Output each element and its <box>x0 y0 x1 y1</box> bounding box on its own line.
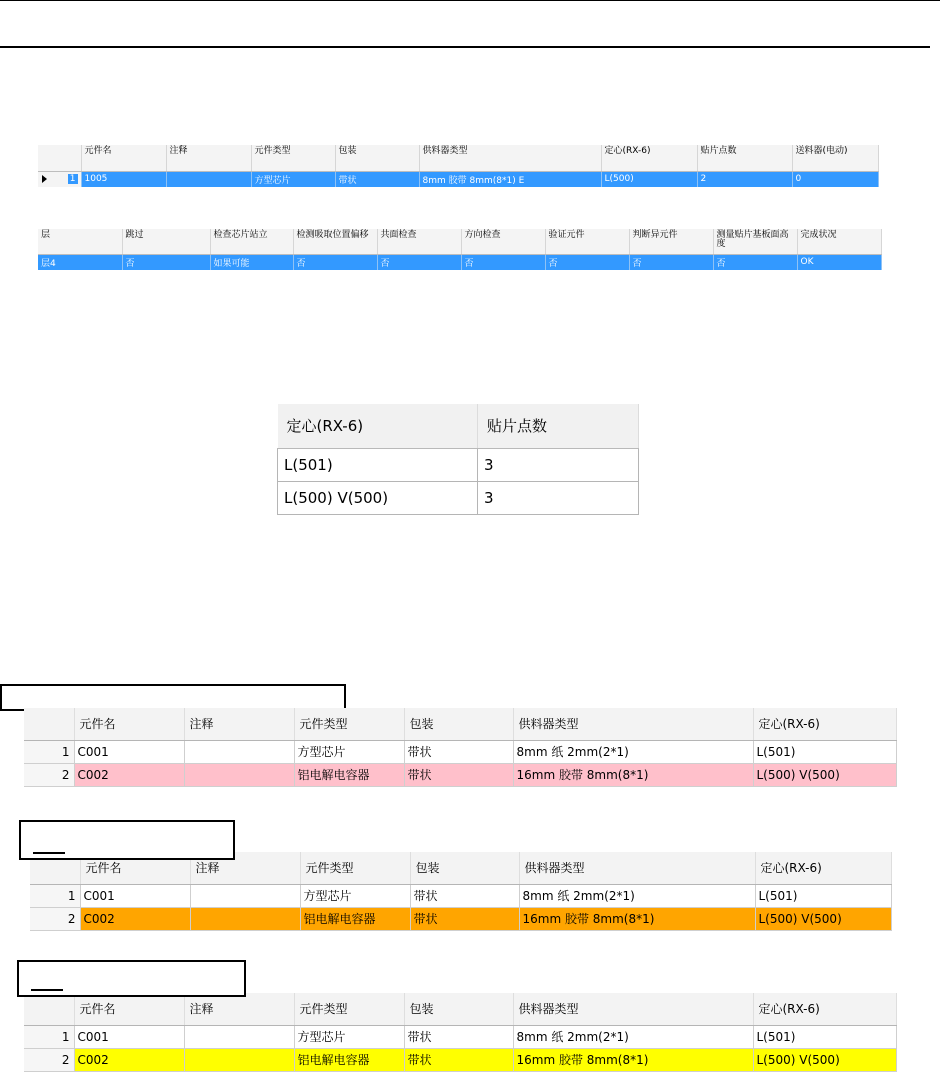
cell[interactable]: 带状 <box>404 1025 513 1048</box>
col-header[interactable]: 方向检查 <box>461 229 545 254</box>
col-header[interactable]: 供料器类型 <box>519 852 755 884</box>
col-header[interactable]: 包装 <box>335 145 419 171</box>
component-list-yellow <box>24 993 897 1072</box>
caption-underline <box>33 852 65 854</box>
col-header[interactable]: 送料器(电动) <box>792 145 878 171</box>
row-index[interactable]: 1 <box>24 740 74 763</box>
cell[interactable] <box>190 884 300 907</box>
col-header[interactable]: 检测吸取位置偏移 <box>293 229 377 254</box>
col-header[interactable]: 定心(RX-6) <box>753 993 896 1025</box>
table-row-selected[interactable] <box>38 254 881 270</box>
col-header-points[interactable]: 贴片点数 <box>478 404 639 448</box>
cell[interactable]: L(500) V(500) <box>753 1048 896 1071</box>
inspection-grid <box>38 229 882 270</box>
cell[interactable]: C001 <box>74 1025 184 1048</box>
cell[interactable]: L(501) <box>278 448 478 481</box>
cell[interactable]: 否 <box>122 254 210 270</box>
row-index[interactable]: 1 <box>24 1025 74 1048</box>
cell[interactable]: 方型芯片 <box>251 171 335 187</box>
col-header[interactable]: 层 <box>38 229 122 254</box>
col-header[interactable]: 测量贴片基板面高度 <box>713 229 797 254</box>
cell[interactable]: L(500) V(500) <box>755 907 891 930</box>
col-header[interactable]: 供料器类型 <box>513 993 753 1025</box>
cell[interactable]: 否 <box>629 254 713 270</box>
col-header[interactable]: 供料器类型 <box>513 708 753 740</box>
cell[interactable]: 铝电解电容器 <box>294 1048 404 1071</box>
centering-points-table <box>277 404 639 515</box>
cell[interactable]: 带状 <box>404 740 513 763</box>
col-header[interactable]: 定心(RX-6) <box>753 708 896 740</box>
col-header[interactable]: 注释 <box>190 852 300 884</box>
cell[interactable]: 16mm 胶带 8mm(8*1) <box>519 907 755 930</box>
col-header[interactable]: 元件类型 <box>294 993 404 1025</box>
cell[interactable]: 否 <box>461 254 545 270</box>
cell[interactable]: 方型芯片 <box>294 1025 404 1048</box>
col-header[interactable]: 定心(RX-6) <box>601 145 697 171</box>
table-row-highlighted[interactable] <box>30 907 891 930</box>
cell[interactable]: L(501) <box>753 1025 896 1048</box>
cell[interactable]: 带状 <box>404 763 513 786</box>
caption-box <box>17 960 246 997</box>
cell[interactable]: 16mm 胶带 8mm(8*1) <box>513 763 753 786</box>
cell[interactable]: 1005 <box>81 171 166 187</box>
col-header[interactable]: 注释 <box>184 708 294 740</box>
col-header[interactable]: 定心(RX-6) <box>755 852 891 884</box>
col-header-centering[interactable]: 定心(RX-6) <box>278 404 478 448</box>
row-header-corner <box>24 993 74 1025</box>
table-row[interactable] <box>278 448 639 481</box>
cell[interactable]: 带状 <box>410 907 519 930</box>
cell[interactable]: 2 <box>697 171 792 187</box>
caption-underline <box>31 989 63 991</box>
col-header[interactable]: 完成状况 <box>797 229 881 254</box>
col-header[interactable]: 注释 <box>166 145 251 171</box>
cell[interactable]: 带状 <box>335 171 419 187</box>
cell[interactable]: 否 <box>545 254 629 270</box>
cell[interactable]: L(500) V(500) <box>753 763 896 786</box>
col-header[interactable]: 验证元件 <box>545 229 629 254</box>
row-header-corner <box>38 145 81 171</box>
current-row-arrow-icon <box>42 175 47 183</box>
cell[interactable] <box>184 1048 294 1071</box>
cell[interactable]: 带状 <box>410 884 519 907</box>
col-header[interactable]: 跳过 <box>122 229 210 254</box>
cell[interactable]: OK <box>797 254 881 270</box>
cell[interactable]: 方型芯片 <box>294 740 404 763</box>
row-header[interactable]: 1 <box>38 171 81 187</box>
cell[interactable]: 3 <box>478 481 639 514</box>
cell[interactable]: C002 <box>74 1048 184 1071</box>
header-rule <box>0 46 930 48</box>
table-row-selected[interactable] <box>38 171 878 187</box>
row-index[interactable]: 2 <box>24 1048 74 1071</box>
top-rule <box>0 0 940 1</box>
cell[interactable]: 否 <box>293 254 377 270</box>
cell[interactable] <box>166 171 251 187</box>
cell[interactable]: 16mm 胶带 8mm(8*1) <box>513 1048 753 1071</box>
cell[interactable]: 8mm 纸 2mm(2*1) <box>513 740 753 763</box>
col-header[interactable]: 贴片点数 <box>697 145 792 171</box>
cell[interactable]: 8mm 纸 2mm(2*1) <box>513 1025 753 1048</box>
table-row[interactable] <box>30 884 891 907</box>
cell[interactable]: L(500) V(500) <box>278 481 478 514</box>
caption-box <box>19 820 235 860</box>
table-row-highlighted[interactable] <box>24 763 896 786</box>
cell[interactable]: 层4 <box>38 254 122 270</box>
component-list-pink <box>24 708 897 787</box>
component-list-orange <box>30 852 892 931</box>
cell[interactable]: C001 <box>80 884 190 907</box>
cell[interactable]: 0 <box>792 171 878 187</box>
component-grid <box>38 145 879 187</box>
cell[interactable]: 3 <box>478 448 639 481</box>
col-header[interactable]: 元件类型 <box>300 852 410 884</box>
cell[interactable]: C002 <box>74 763 184 786</box>
col-header[interactable]: 共面检查 <box>377 229 461 254</box>
row-index[interactable]: 1 <box>30 884 80 907</box>
col-header[interactable]: 元件名 <box>80 852 190 884</box>
cell[interactable] <box>184 763 294 786</box>
row-index[interactable]: 2 <box>24 763 74 786</box>
cell[interactable]: C002 <box>80 907 190 930</box>
col-header[interactable]: 元件名 <box>81 145 166 171</box>
cell[interactable]: 8mm 纸 2mm(2*1) <box>519 884 755 907</box>
table-row-highlighted[interactable] <box>24 1048 896 1071</box>
col-header[interactable]: 包装 <box>404 993 513 1025</box>
cell[interactable]: C001 <box>74 740 184 763</box>
cell[interactable] <box>190 907 300 930</box>
col-header[interactable]: 包装 <box>410 852 519 884</box>
cell[interactable]: 如果可能 <box>210 254 293 270</box>
cell[interactable]: 8mm 胶带 8mm(8*1) E <box>419 171 601 187</box>
cell[interactable]: L(501) <box>755 884 891 907</box>
row-index[interactable]: 2 <box>30 907 80 930</box>
cell[interactable] <box>184 740 294 763</box>
cell[interactable]: L(500) <box>601 171 697 187</box>
table-row[interactable] <box>278 481 639 514</box>
cell[interactable] <box>184 1025 294 1048</box>
table-row[interactable] <box>24 1025 896 1048</box>
cell[interactable]: 否 <box>713 254 797 270</box>
col-header[interactable]: 检查芯片站立 <box>210 229 293 254</box>
cell[interactable]: 铝电解电容器 <box>300 907 410 930</box>
col-header[interactable]: 注释 <box>184 993 294 1025</box>
caption-box <box>0 684 346 711</box>
cell[interactable]: L(501) <box>753 740 896 763</box>
cell[interactable]: 铝电解电容器 <box>294 763 404 786</box>
col-header[interactable]: 元件名 <box>74 993 184 1025</box>
cell[interactable]: 方型芯片 <box>300 884 410 907</box>
col-header[interactable]: 供料器类型 <box>419 145 601 171</box>
col-header[interactable]: 元件类型 <box>251 145 335 171</box>
table-row[interactable] <box>24 740 896 763</box>
cell[interactable]: 否 <box>377 254 461 270</box>
col-header[interactable]: 判断异元件 <box>629 229 713 254</box>
col-header[interactable]: 元件名 <box>74 708 184 740</box>
row-header-corner <box>24 708 74 740</box>
col-header[interactable]: 元件类型 <box>294 708 404 740</box>
col-header[interactable]: 包装 <box>404 708 513 740</box>
cell[interactable]: 带状 <box>404 1048 513 1071</box>
